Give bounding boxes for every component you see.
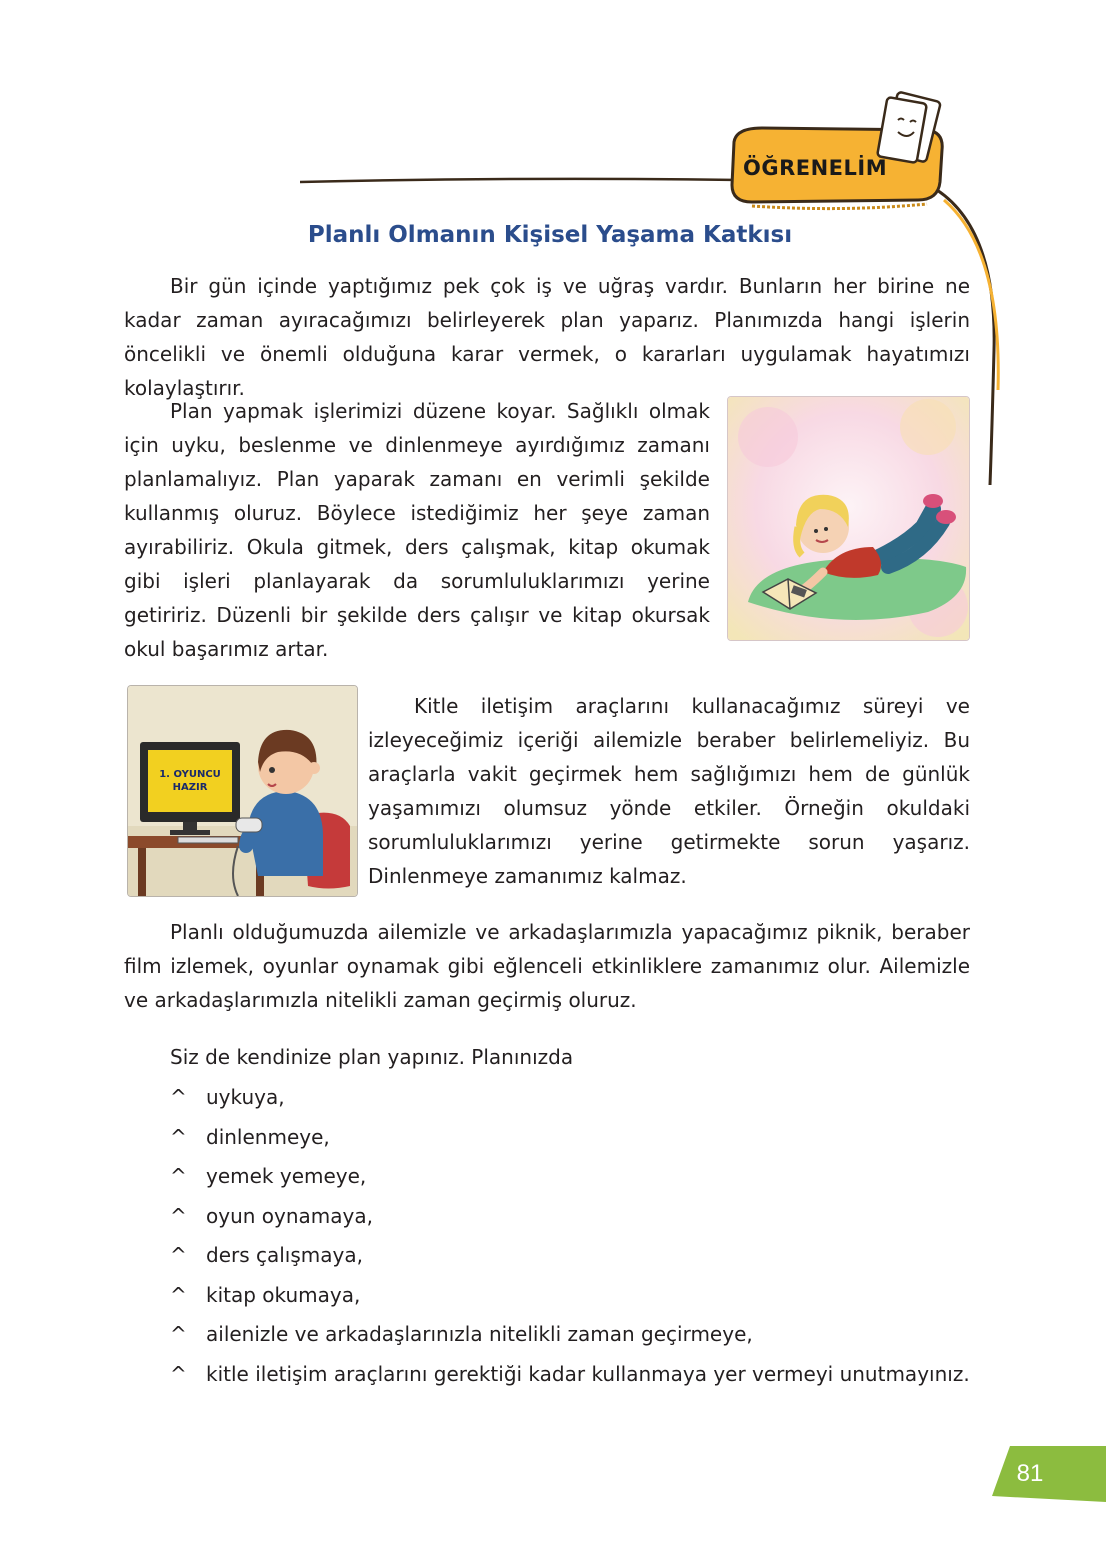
page-number: 81 [1016, 1460, 1044, 1487]
caret-bullet-icon: ^ [170, 1361, 187, 1386]
banner-label: ÖĞRENELİM [743, 156, 888, 180]
caret-bullet-icon: ^ [170, 1322, 187, 1346]
list-item [170, 1357, 970, 1391]
caret-bullet-icon: ^ [170, 1124, 187, 1149]
list-item-text: kitle iletişim araçlarını gerektiği kadar kullanmaya yer vermeyi unutmayınız. [206, 1361, 970, 1386]
plan-list [170, 1080, 970, 1396]
list-item [170, 1238, 970, 1272]
list-intro: Siz de kendinize plan yapınız. Planınızda [170, 1045, 574, 1069]
paragraph-2: Plan yapmak işlerimizi düzene koyar. Sağlıklı olmak için uyku, beslenme ve dinlenmeye ayırdığımız zamanı planlamalıyız. Plan yaparak zamanı en verimli şekilde kullanmış oluruz. Böylece istediğimiz her şeye zaman ayırabiliriz. Okula gitmek, ders çalışmak, kitap okumak gibi işleri planlayarak da sorumluluklarımızı yerine getiririz. Düzenli bir şekilde ders çalışır ve kitap okursak okul başarımız artar. [124, 399, 710, 661]
list-item-text: oyun oynamaya, [206, 1203, 373, 1228]
paragraph-3: Kitle iletişim araçlarını kullanacağımız süreyi ve izleyeceğimiz içeriği ailemizle beraber belirlemeliyiz. Bu araçlarla vakit geçirmek hem sağlığımızı hem de günlük yaşamımızı olumsuz yönde etkiler. Örneğin okuldaki sorumluluklarımızı yerine getirmekte sorun yaşarız. Dinlenmeye zamanımız kalmaz. [368, 694, 970, 888]
paragraph-4: Planlı olduğumuzda ailemizle ve arkadaşlarımızla yapacağımız piknik, beraber film izlemek, oyunlar oynamak gibi eğlenceli etkinliklere zamanımız olur. Ailemizle ve arkadaşlarımızla nitelikli zaman geçirmiş oluruz. [124, 920, 970, 1012]
list-item [170, 1120, 970, 1154]
list-item [170, 1199, 970, 1233]
list-item [170, 1159, 970, 1193]
screen-text-line-2: HAZIR [172, 782, 208, 793]
list-item-text: yemek yemeye, [206, 1164, 367, 1188]
header-divider-line [300, 176, 740, 186]
screen-text-line-1: 1. OYUNCU [159, 769, 221, 780]
caret-bullet-icon: ^ [170, 1203, 187, 1228]
list-item-text: dinlenmeye, [206, 1124, 330, 1149]
list-item-text: ailenizle ve arkadaşlarınızla nitelikli zaman geçirmeye, [206, 1322, 753, 1346]
list-item [170, 1080, 970, 1114]
caret-bullet-icon: ^ [170, 1282, 187, 1307]
caret-bullet-icon: ^ [170, 1243, 187, 1267]
caret-bullet-icon: ^ [170, 1164, 187, 1188]
list-item-text: ders çalışmaya, [206, 1243, 363, 1267]
caret-bullet-icon: ^ [170, 1085, 187, 1109]
boy-gaming-illustration [127, 685, 358, 897]
list-item-text: uykuya, [206, 1085, 285, 1109]
screen-text [148, 768, 232, 794]
page-title: Planlı Olmanın Kişisel Yaşama Katkısı [307, 222, 793, 248]
list-item [170, 1278, 970, 1312]
girl-reading-illustration [727, 396, 970, 641]
paragraph-1: Bir gün içinde yaptığımız pek çok iş ve uğraş vardır. Bunların her birine ne kadar zaman ayıracağımızı belirleyerek plan yaparız. Planımızda hangi işlerin öncelikli ve önemli olduğuna karar vermek, o kararları uygulamak hayatımızı kolaylaştırır. [124, 274, 970, 400]
list-item [170, 1317, 970, 1351]
list-item-text: kitap okumaya, [206, 1282, 361, 1307]
